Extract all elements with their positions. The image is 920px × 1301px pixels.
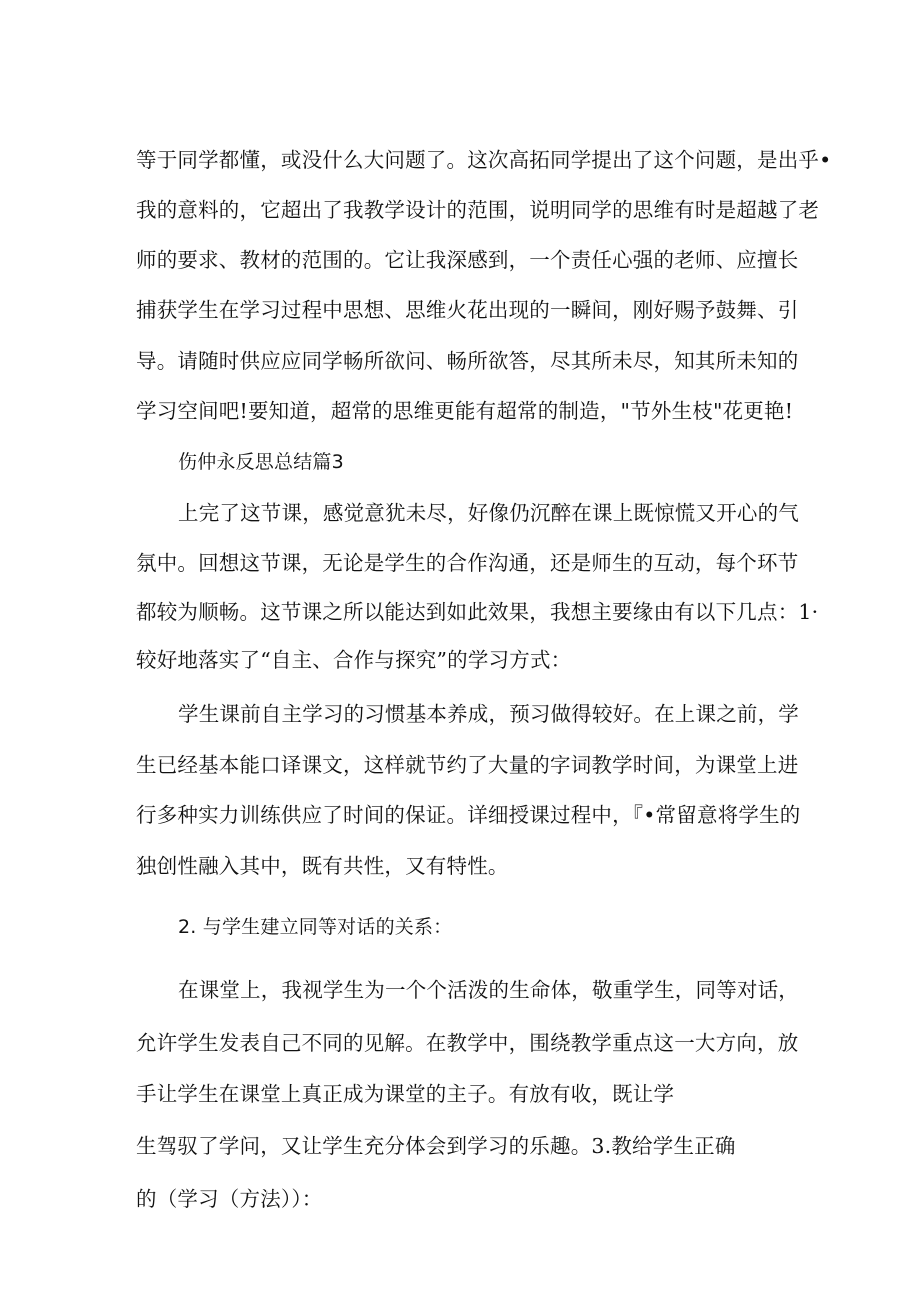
text-line-5: 导。请随时供应应同学畅所欲问、畅所欲答，尽其所未尽，知其所未知的	[136, 349, 799, 373]
text-line-4: 捕获学生在学习过程中思想、思维火花出现的一瞬间，刚好赐予鼓舞、引	[136, 298, 799, 322]
text-line-3: 师的要求、教材的范围的。它让我深感到，一个责任心强的老师、应擅长	[136, 248, 799, 272]
text-line-14: 行多种实力训练供应了时间的保证。详细授课过程中，『•常留意将学生的	[136, 803, 801, 827]
text-line-9: 氛中。回想这节课，无论是学生的合作沟通，还是师生的互动，每个环节	[136, 551, 799, 575]
text-line-11: 较好地落实了“自主、合作与探究”的学习方式：	[136, 648, 572, 672]
text-line-21: 的（学习（方法））：	[136, 1187, 323, 1211]
text-line-8: 上完了这节课，感觉意犹未尽，好像仍沉醉在课上既惊慌又开心的气	[178, 501, 799, 525]
text-line-15: 独创性融入其中，既有共性，又有特性。	[136, 854, 509, 878]
text-line-20: 生驾驭了学问，又让学生充分体会到学习的乐趣。3.教给学生正确	[136, 1134, 736, 1158]
text-line-10: 都较为顺畅。这节课之所以能达到如此效果，我想主要缘由有以下几点：1·	[136, 600, 819, 624]
text-line-19: 手让学生在课堂上真正成为课堂的主子。有放有收，既让学	[136, 1082, 675, 1106]
numbered-item-2: 2. 与学生建立同等对话的关系：	[178, 916, 453, 938]
text-line-1: 等于同学都懂，或没什么大问题了。这次高拓同学提出了这个问题，是出乎•	[136, 148, 832, 172]
text-line-2: 我的意料的，它超出了我教学设计的范围，说明同学的思维有时是超越了老	[136, 198, 820, 222]
text-line-12: 学生课前自主学习的习惯基本养成，预习做得较好。在上课之前，学	[178, 702, 799, 726]
text-line-13: 生已经基本能口译课文，这样就节约了大量的字词教学时间，为课堂上进	[136, 753, 799, 777]
section-heading: 伤仲永反思总结篇3	[178, 451, 344, 473]
text-line-18: 允许学生发表自己不同的见解。在教学中，围绕教学重点这一大方向，放	[136, 1031, 799, 1055]
text-line-6: 学习空间吧!要知道，超常的思维更能有超常的制造，"节外生枝"花更艳!	[136, 399, 794, 423]
text-line-17: 在课堂上，我视学生为一个个活泼的生命体，敬重学生，同等对话，	[178, 978, 799, 1002]
